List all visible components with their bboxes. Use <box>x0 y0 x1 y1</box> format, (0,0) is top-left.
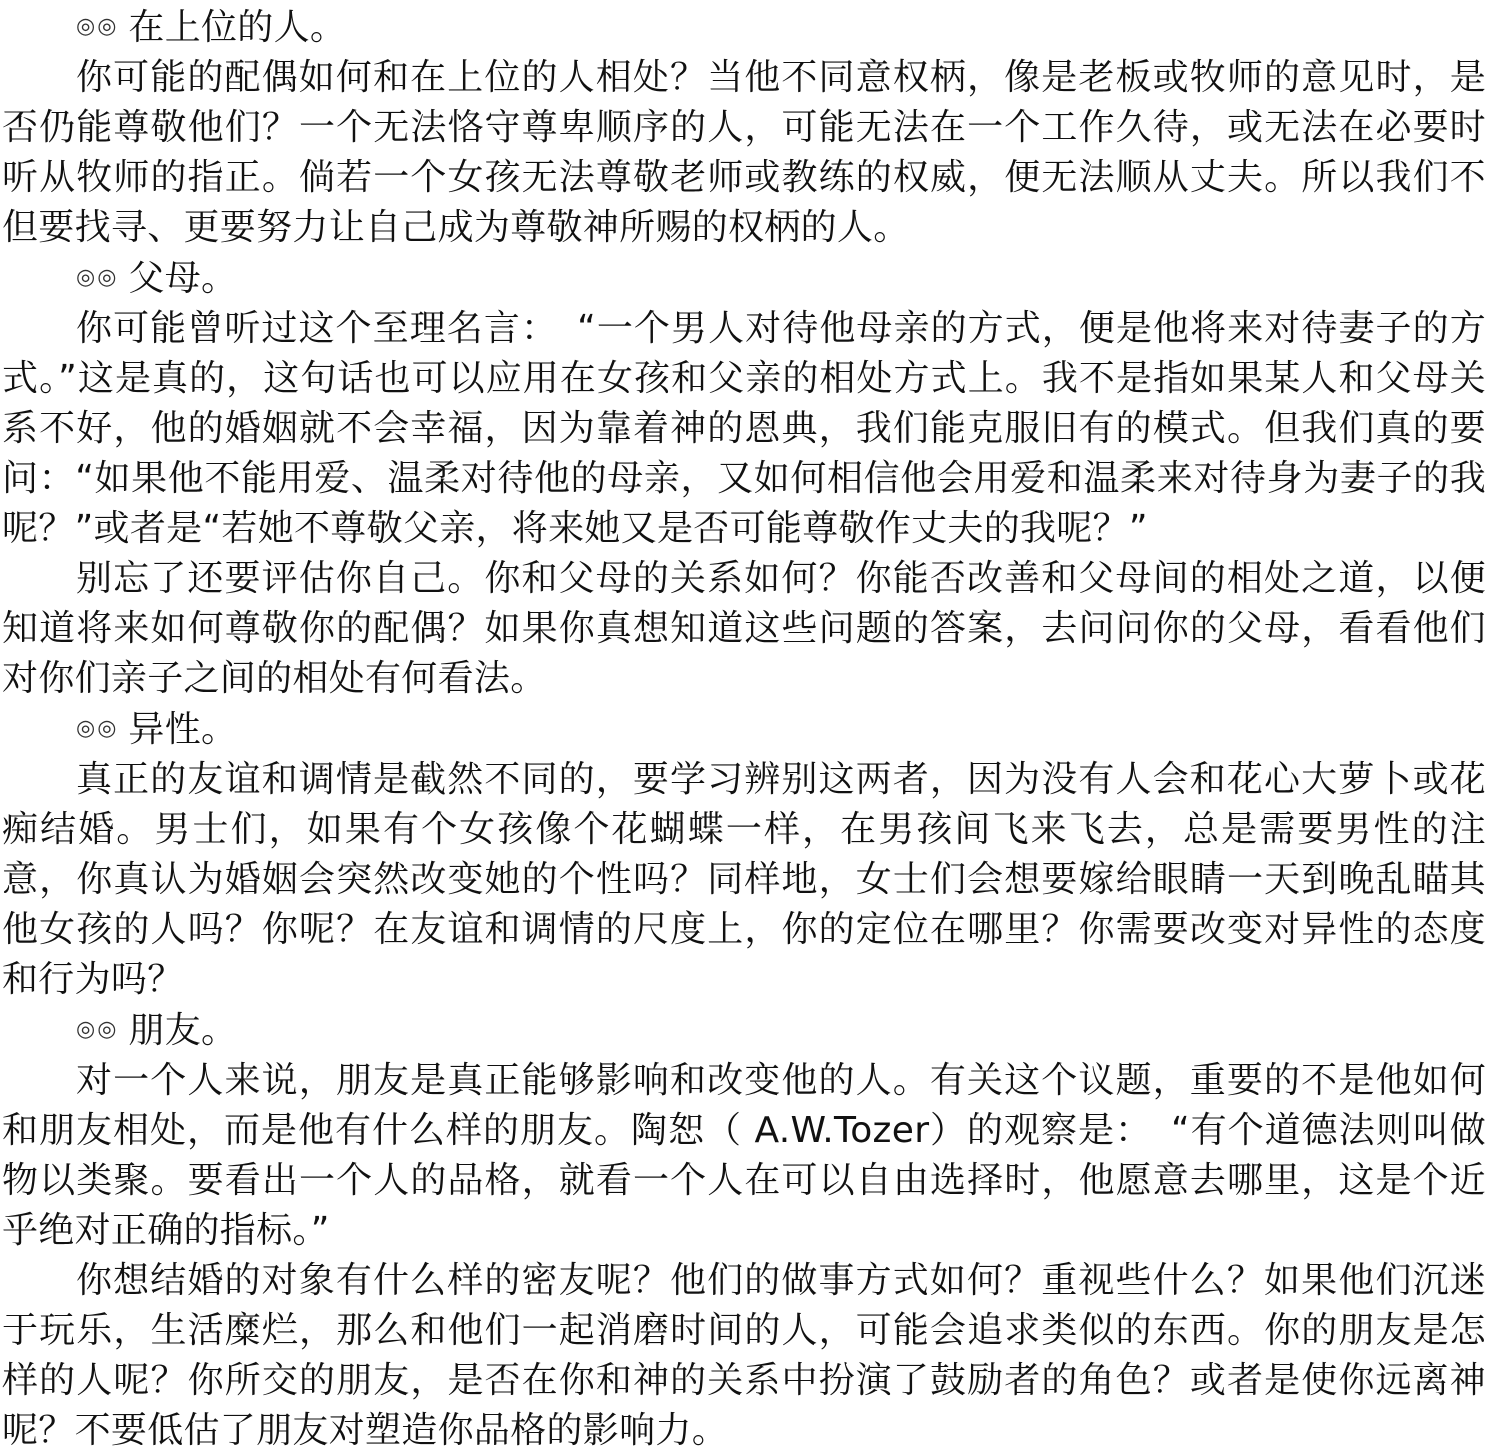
paragraph: 对一个人来说，朋友是真正能够影响和改变他的人。有关这个议题，重要的不是他如何和朋友相处，而是他有什么样的朋友。陶恕（ A.W.Tozer）的观察是： “有个道德法则叫做物以类聚。要看出一个人的品格，就看一个人在可以自由选择时，他愿意去哪里，这是个近乎绝对正确的指标。” <box>2 1060 1486 1251</box>
heading-text: 在上位的人。 <box>128 7 347 48</box>
paragraph: 你可能的配偶如何和在上位的人相处？当他不同意权柄，像是老板或牧师的意见时，是否仍能尊敬他们？一个无法恪守尊卑顺序的人，可能无法在一个工作久待，或无法在必要时听从牧师的指正。倘若一个女孩无法尊敬老师或教练的权威，便无法顺从丈夫。所以我们不但要找寻、更要努力让自己成为尊敬神所赐的权柄的人。 <box>2 57 1486 248</box>
section-heading-friends <box>2 1005 1486 1056</box>
heading-text: 朋友。 <box>128 1010 238 1051</box>
section-heading-authority <box>2 2 1486 53</box>
double-circle-bullet-icon: ◎◎ <box>76 14 119 39</box>
heading-text: 异性。 <box>128 709 238 750</box>
paragraph: 你可能曾听过这个至理名言： “一个男人对待他母亲的方式，便是他将来对待妻子的方式。”这是真的，这句话也可以应用在女孩和父亲的相处方式上。我不是指如果某人和父母关系不好，他的婚姻就不会幸福，因为靠着神的恩典，我们能克服旧有的模式。但我们真的要问：“如果他不能用爱、温柔对待他的母亲，又如何相信他会用爱和温柔来对待身为妻子的我呢？”或者是“若她不尊敬父亲，将来她又是否可能尊敬作丈夫的我呢？” <box>2 308 1486 549</box>
heading-text: 父母。 <box>128 258 238 299</box>
double-circle-bullet-icon: ◎◎ <box>76 1017 119 1042</box>
section-heading-parents <box>2 253 1486 304</box>
double-circle-bullet-icon: ◎◎ <box>76 265 119 290</box>
paragraph: 别忘了还要评估你自己。你和父母的关系如何？你能否改善和父母间的相处之道，以便知道将来如何尊敬你的配偶？如果你真想知道这些问题的答案，去问问你的父母，看看他们对你们亲子之间的相处有何看法。 <box>2 558 1486 699</box>
paragraph: 真正的友谊和调情是截然不同的，要学习辨别这两者，因为没有人会和花心大萝卜或花痴结婚。男士们，如果有个女孩像个花蝴蝶一样，在男孩间飞来飞去，总是需要男性的注意，你真认为婚姻会突然改变她的个性吗？同样地，女士们会想要嫁给眼睛一天到晚乱瞄其他女孩的人吗？你呢？在友谊和调情的尺度上，你的定位在哪里？你需要改变对异性的态度和行为吗？ <box>2 759 1486 1000</box>
double-circle-bullet-icon: ◎◎ <box>76 716 119 741</box>
paragraph: 你想结婚的对象有什么样的密友呢？他们的做事方式如何？重视些什么？如果他们沉迷于玩乐，生活糜烂，那么和他们一起消磨时间的人，可能会追求类似的东西。你的朋友是怎样的人呢？你所交的朋友，是否在你和神的关系中扮演了鼓励者的角色？或者是使你远离神呢？不要低估了朋友对塑造你品格的影响力。 <box>2 1260 1486 1451</box>
section-heading-opposite-sex <box>2 704 1486 755</box>
